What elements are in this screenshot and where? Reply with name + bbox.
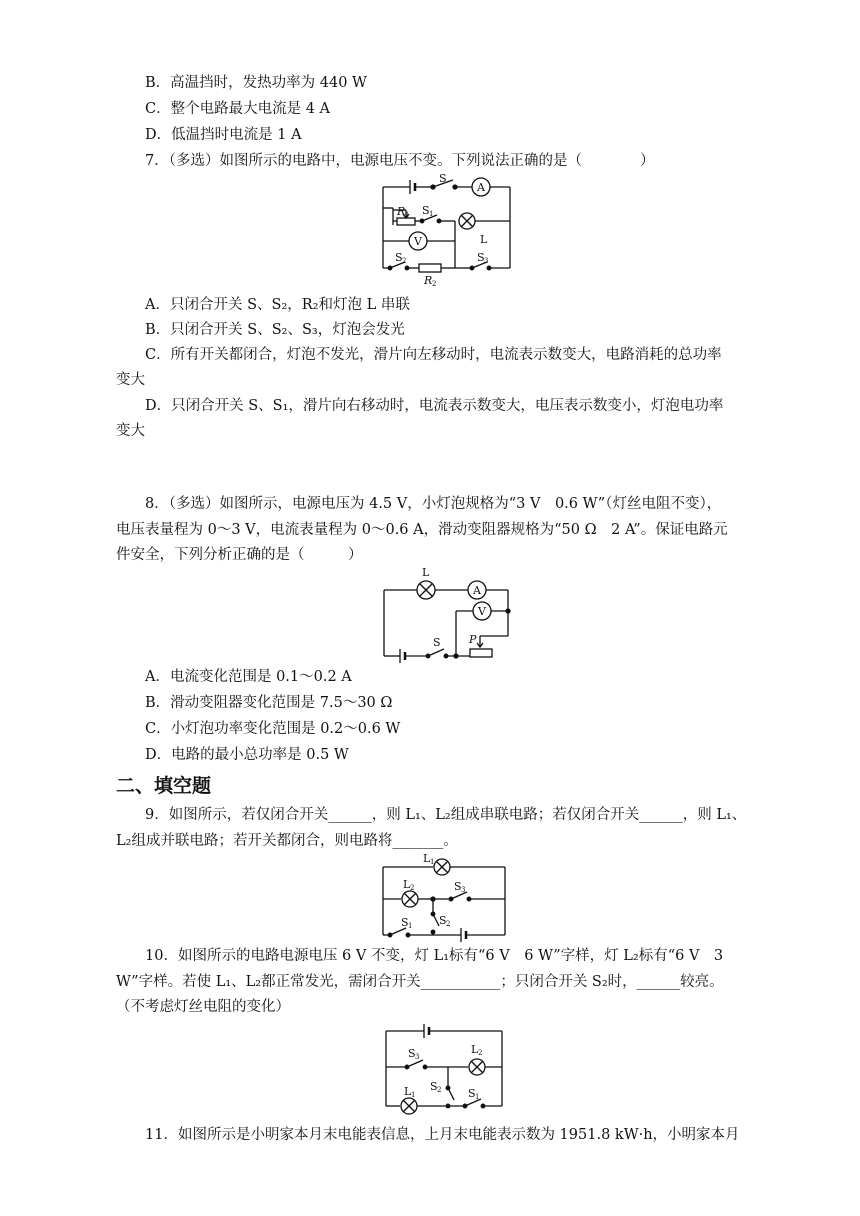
svg-text:1: 1 xyxy=(429,210,434,218)
q10-circuit-diagram xyxy=(378,1018,510,1118)
q8-option-d: D．电路的最小总功率是 0.5 W xyxy=(145,747,349,763)
q7-option-c-line1: C．所有开关都闭合，灯泡不发光，滑片向左移动时，电流表示数变大，电路消耗的总功率 xyxy=(145,347,722,363)
q10-label-s1: S xyxy=(468,1087,476,1100)
q7-label-s2: S xyxy=(395,251,403,264)
q8-option-b: B．滑动变阻器变化范围是 7.5～30 Ω xyxy=(145,695,393,711)
q9-circuit-diagram xyxy=(375,850,510,942)
q7-circuit-diagram xyxy=(375,170,525,295)
q9-label-l2: L xyxy=(403,878,411,891)
svg-text:1: 1 xyxy=(411,1091,416,1099)
q10-label-s3: S xyxy=(408,1047,416,1060)
svg-text:1: 1 xyxy=(405,211,410,219)
q10-label-l1: L xyxy=(404,1085,412,1098)
svg-text:2: 2 xyxy=(402,257,407,265)
svg-text:1: 1 xyxy=(430,858,435,866)
q7-label-s1: S xyxy=(422,204,430,217)
svg-text:2: 2 xyxy=(446,920,451,928)
q7-option-b: B．只闭合开关 S、S₂、S₃，灯泡会发光 xyxy=(145,322,405,338)
q10-line1: 10．如图所示的电路电源电压 6 V 不变，灯 L₁标有“6 V 6 W”字样，灯 L₂标有“6 V 3 xyxy=(145,948,724,964)
q10-line2: W”字样。若使 L₁、L₂都正常发光，需闭合开关___________；只闭合开关 S₂时，______较亮。 xyxy=(116,974,724,990)
q6-option-d: D．低温挡时电流是 1 A xyxy=(145,127,302,143)
svg-text:3: 3 xyxy=(415,1053,420,1061)
q7-label-l: L xyxy=(480,233,488,246)
q9-label-s3: S xyxy=(454,880,462,893)
q7-label-a: A xyxy=(477,181,485,194)
q10-label-l2: L xyxy=(471,1043,479,1056)
q7-label-r2: R xyxy=(424,274,433,287)
svg-text:2: 2 xyxy=(432,280,437,288)
q8-label-p: P xyxy=(469,633,477,646)
q7-label-s3: S xyxy=(477,251,485,264)
q8-option-a: A．电流变化范围是 0.1～0.2 A xyxy=(145,669,352,685)
svg-text:3: 3 xyxy=(461,886,466,894)
svg-text:2: 2 xyxy=(437,1086,442,1094)
svg-text:1: 1 xyxy=(475,1093,480,1101)
q8-stem-line3: 件安全，下列分析正确的是（ ） xyxy=(116,547,363,563)
q8-circuit-diagram xyxy=(378,565,518,665)
q9-label-s1: S xyxy=(401,916,409,929)
q10-line3: （不考虑灯丝电阻的变化） xyxy=(116,999,290,1015)
q8-label-s: S xyxy=(433,636,441,649)
resistor-r2-symbol xyxy=(419,264,441,272)
q7-label-s: S xyxy=(439,172,447,185)
q8-stem-line2: 电压表量程为 0～3 V，电流表量程为 0～0.6 A，滑动变阻器规格为“50 Ω 2 A”。保证电路元 xyxy=(116,522,728,538)
q6-option-b: B．高温挡时，发热功率为 440 W xyxy=(145,75,367,91)
q7-label-v: V xyxy=(414,235,422,248)
rheostat-symbol xyxy=(470,649,492,657)
q6-option-c: C．整个电路最大电流是 4 A xyxy=(145,101,331,117)
q7-option-d-line2: 变大 xyxy=(116,423,145,439)
q9-line2: L₂组成并联电路；若开关都闭合，则电路将_______。 xyxy=(116,833,458,849)
q8-label-l: L xyxy=(422,566,430,579)
q9-line1: 9．如图所示，若仅闭合开关______，则 L₁、L₂组成串联电路；若仅闭合开关______，则 L₁、 xyxy=(145,807,747,823)
q8-option-c: C．小灯泡功率变化范围是 0.2～0.6 W xyxy=(145,721,401,737)
q9-label-s2: S xyxy=(439,914,447,927)
q7-stem: 7．（多选）如图所示的电路中，电源电压不变。下列说法正确的是（ ） xyxy=(145,153,655,169)
q9-label-l1: L xyxy=(423,852,431,865)
svg-text:3: 3 xyxy=(484,257,489,265)
q11-line1: 11．如图所示是小明家本月末电能表信息，上月末电能表示数为 1951.8 kW·h，小明家本月 xyxy=(145,1127,740,1143)
q10-label-s2: S xyxy=(430,1080,438,1093)
q7-option-d-line1: D．只闭合开关 S、S₁，滑片向右移动时，电流表示数变大，电压表示数变小，灯泡电功率 xyxy=(145,398,724,414)
q8-stem-line1: 8．（多选）如图所示，电源电压为 4.5 V，小灯泡规格为“3 V 0.6 W”（灯丝电阻不变）， xyxy=(145,496,722,512)
section-heading-fill-in: 二、填空题 xyxy=(116,775,212,797)
q7-option-c-line2: 变大 xyxy=(116,372,145,388)
q7-option-a: A．只闭合开关 S、S₂，R₂和灯泡 L 串联 xyxy=(145,297,410,313)
q8-label-a: A xyxy=(473,584,481,597)
q8-label-v: V xyxy=(478,605,486,618)
svg-text:2: 2 xyxy=(478,1049,483,1057)
svg-text:1: 1 xyxy=(408,922,413,930)
q7-label-r1: R xyxy=(397,205,406,218)
svg-text:2: 2 xyxy=(410,884,415,892)
